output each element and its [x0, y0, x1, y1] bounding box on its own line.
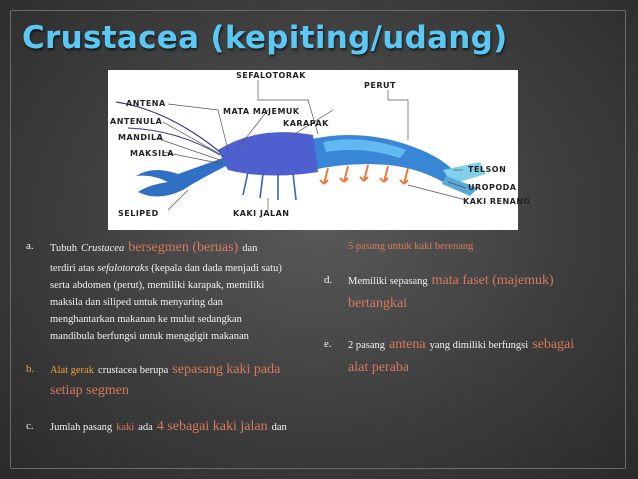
- point-b-text: crustacea berupa: [98, 365, 169, 376]
- point-e-accent3: alat peraba: [348, 360, 410, 375]
- marker-c: c.: [26, 420, 34, 432]
- label-perut: PERUT: [364, 81, 396, 90]
- point-d-text: Memiliki sepasang: [348, 276, 428, 287]
- point-c-text: Jumlah pasang: [50, 422, 113, 433]
- shrimp-swimming-legs: [320, 165, 408, 184]
- point-e: [324, 333, 624, 379]
- right-column: [324, 238, 624, 379]
- left-column: [26, 238, 326, 437]
- label-kaki-renang: KAKI RENANG: [463, 197, 531, 206]
- point-e-accent1: antena: [389, 337, 426, 352]
- label-kaki-jalan: KAKI JALAN: [233, 209, 290, 218]
- marker-d: d.: [324, 274, 333, 286]
- slide-title: Crustacea (kepiting/udang): [22, 20, 508, 56]
- label-karapak: KARAPAK: [283, 119, 329, 128]
- point-c-text3: dan: [271, 422, 287, 433]
- point-a-text-end: dan: [242, 243, 258, 254]
- label-sefalotorak: SEFALOTORAK: [236, 71, 306, 80]
- marker-e: e.: [324, 338, 332, 350]
- shrimp-claw: [136, 158, 228, 197]
- point-a-line2-b: (kepala dan dada menjadi satu): [151, 263, 282, 274]
- label-uropoda: UROPODA: [468, 183, 517, 192]
- crustacea-diagram: [108, 70, 531, 230]
- point-c-accent2: 4 sebagai kaki jalan: [156, 419, 268, 434]
- point-c-accent1: kaki: [116, 422, 135, 433]
- point-b-accent: Alat gerak: [50, 365, 95, 376]
- label-mandila: MANDILA: [118, 133, 164, 142]
- marker-a: a.: [26, 240, 34, 252]
- point-b: [26, 359, 326, 401]
- point-d-accent2: bertangkai: [348, 296, 408, 311]
- point-c-continued-text: 5 pasang untuk kaki berenang: [348, 241, 474, 252]
- point-d-accent1: mata faset (majemuk): [431, 273, 554, 288]
- point-a-accent: bersegmen (beruas): [128, 240, 239, 255]
- label-seliped: SELIPED: [118, 209, 159, 218]
- shrimp-cephalothorax: [218, 132, 318, 175]
- shrimp-antena: [116, 102, 220, 152]
- point-e-text2: yang dimiliki berfungsi: [429, 340, 529, 351]
- point-c-text2: ada: [138, 422, 153, 433]
- point-c: [26, 417, 326, 437]
- point-a-line3: serta abdomen (perut), memiliki karapak, memiliki: [50, 280, 265, 291]
- marker-b: b.: [26, 363, 35, 375]
- point-e-text: 2 pasang: [348, 340, 386, 351]
- point-a: [26, 238, 326, 345]
- point-a-line6: mandibula berfungsi untuk menggigit makanan: [50, 331, 249, 342]
- point-b-accent2: sepasang kaki pada: [172, 362, 281, 377]
- point-a-italic: Crustacea: [81, 243, 125, 254]
- point-a-line5: menghantarkan makanan ke mulut sedangkan: [50, 314, 242, 325]
- label-telson: TELSON: [468, 165, 507, 174]
- label-mata-majemuk: MATA MAJEMUK: [223, 107, 300, 116]
- label-antenula: ANTENULA: [110, 117, 163, 126]
- point-d: [324, 269, 624, 315]
- point-a-line2-a: terdiri atas: [50, 263, 95, 274]
- point-c-continued: [324, 238, 624, 255]
- label-maksila: MAKSILA: [130, 149, 174, 158]
- shrimp-illustration: [108, 70, 531, 230]
- point-a-line2-italic: sefalotoraks: [97, 263, 149, 274]
- point-b-line2: setiap segmen: [50, 383, 129, 398]
- label-antena: ANTENA: [126, 99, 166, 108]
- point-a-text: Tubuh: [50, 243, 78, 254]
- point-a-line4: maksila dan siliped untuk menyaring dan: [50, 297, 223, 308]
- shrimp-walking-legs: [243, 172, 296, 200]
- point-e-accent2: sebagai: [532, 337, 575, 352]
